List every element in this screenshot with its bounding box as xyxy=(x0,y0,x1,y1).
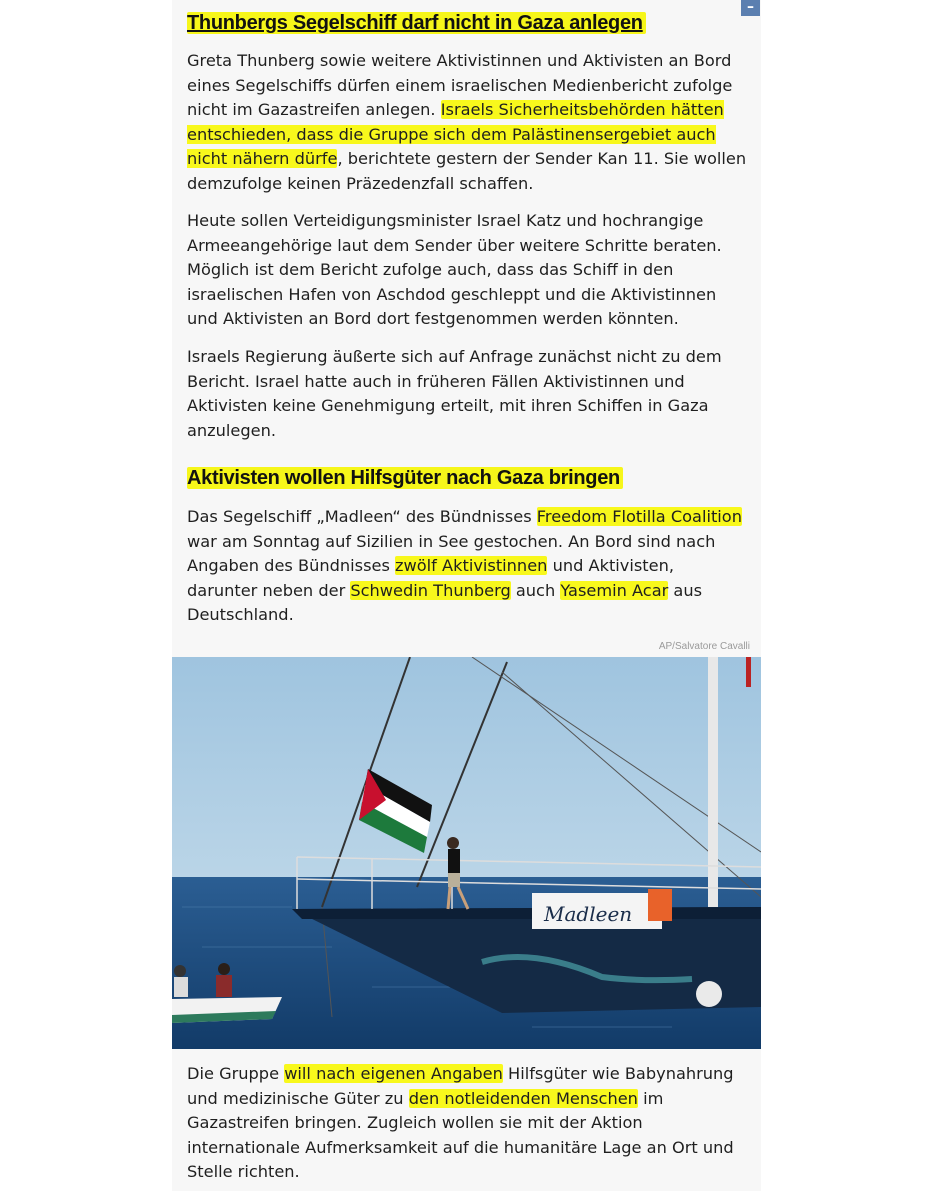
p4-text-b: war am Sonntag auf Sizilien in See gestochen. An Bord sind nach Angaben des Bündnisses xyxy=(187,531,716,575)
p4-highlight-4: Yasemin Acar xyxy=(560,580,669,600)
p4-text-a: Das Segelschiff „Madleen“ des Bündnisses xyxy=(187,507,537,526)
section-2 xyxy=(187,465,747,491)
paragraph-3 xyxy=(187,345,747,443)
photo-credit: AP/Salvatore Cavalli xyxy=(658,641,750,652)
p4-text-e: aus Deutschland. xyxy=(187,580,703,624)
article-column xyxy=(172,0,761,1191)
section-1-heading xyxy=(187,10,747,36)
article-photo[interactable] xyxy=(172,657,761,1049)
paragraph-4 xyxy=(187,505,747,628)
collapse-button[interactable]: – xyxy=(741,0,760,16)
p3-text: Israels Regierung äußerte sich auf Anfrage zunächst nicht zu dem Bericht. Israel hatte auch in früheren Fällen Aktivistinnen und Aktivisten keine Genehmigung erteilt, mit ihren Schiffen in Gaza anzulegen. xyxy=(187,347,722,440)
p5-text-b: Hilfsgüter wie Babynahrung und medizinische Güter zu xyxy=(187,1064,734,1108)
p4-highlight-2: zwölf Aktivistinnen xyxy=(395,556,548,575)
p2-text: Heute sollen Verteidigungsminister Israel Katz und hochrangige Armeeangehörige laut dem Sender über weitere Schritte beraten. Möglich ist dem Bericht zufolge auch, dass das Schiff in den israelischen Hafen von Aschdod geschleppt und die Aktivistinnen und Aktivisten an Bord dort festgenommen werden könnten. xyxy=(187,211,722,328)
p4-text-d: auch xyxy=(510,580,561,600)
paragraph-2 xyxy=(187,209,747,332)
photo-sailboat xyxy=(172,657,761,1049)
paragraph-1 xyxy=(187,49,747,196)
section-2-heading-text: Aktivisten wollen Hilfsgüter nach Gaza bringen xyxy=(187,467,623,489)
boat-name: Madleen xyxy=(544,902,633,926)
p5-text-a: Die Gruppe xyxy=(187,1064,285,1083)
section-2-heading xyxy=(187,465,747,491)
p1-highlight: Israels Sicherheitsbehörden hätten entschieden, dass die Gruppe sich dem Palästinensergebiet auch nicht nähern dürfe xyxy=(187,100,724,168)
p5-text-c: im Gazastreifen bringen. Zugleich wollen sie mit der Aktion internationale Aufmerksamkeit auf die humanitäre Lage an Ort und Stelle richten. xyxy=(187,1088,734,1181)
p5-highlight-1: will nach eigenen Angaben xyxy=(284,1064,503,1083)
p1-text-a: Greta Thunberg sowie weitere Aktivistinnen und Aktivisten an Bord eines Segelschiffs dürfen einem israelischen Medienbericht zufolge nicht im Gazastreifen anlegen. xyxy=(187,51,733,119)
section-1-heading-text: Thunbergs Segelschiff darf nicht in Gaza anlegen xyxy=(187,12,646,34)
p4-highlight-1: Freedom Flotilla Coalition xyxy=(536,507,742,526)
p4-text-c: und Aktivisten, darunter neben der xyxy=(187,556,675,600)
p1-text-b: , berichtete gestern der Sender Kan 11. Sie wollen demzufolge keinen Präzedenzfall schaffen. xyxy=(187,149,747,193)
p4-highlight-3: Schwedin Thunberg xyxy=(350,580,511,600)
section-1 xyxy=(187,10,747,36)
paragraph-5 xyxy=(187,1062,747,1185)
p5-highlight-2: den notleidenden Menschen xyxy=(408,1088,638,1108)
